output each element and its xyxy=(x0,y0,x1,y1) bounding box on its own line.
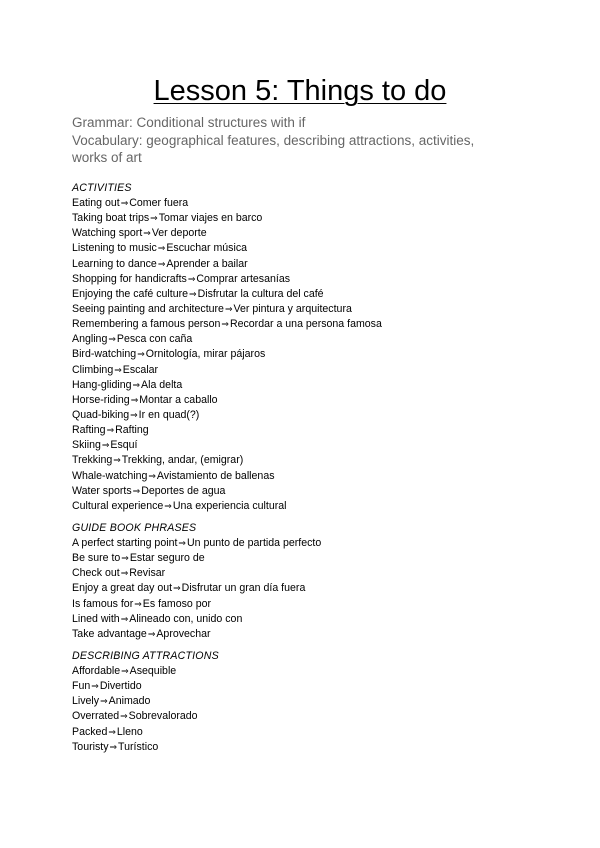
english-term: Check out xyxy=(72,567,120,580)
vocab-section xyxy=(72,181,552,514)
arrow-icon: ⇒ xyxy=(147,629,156,640)
section-heading: ACTIVITIES xyxy=(72,182,132,194)
arrow-icon: ⇒ xyxy=(178,538,186,549)
vocab-item xyxy=(72,211,552,226)
vocab-item xyxy=(72,597,552,612)
english-term: Overrated xyxy=(72,710,120,723)
english-term: Watching sport xyxy=(72,227,143,240)
english-term: Enjoying the café culture xyxy=(72,287,189,300)
arrow-icon: ⇒ xyxy=(137,350,145,361)
vocab-item xyxy=(72,241,552,256)
english-term: Rafting xyxy=(72,424,106,437)
lesson-intro xyxy=(72,114,512,167)
english-term: Seeing painting and architecture xyxy=(72,302,224,315)
arrow-icon: ⇒ xyxy=(120,569,129,580)
vocab-item xyxy=(72,272,552,287)
spanish-translation: Aprovechar xyxy=(156,627,211,640)
arrow-icon: ⇒ xyxy=(130,410,138,421)
vocabulary-line-1: Vocabulary: geographical features, describing attractions, activities, xyxy=(72,132,475,148)
vocab-item xyxy=(72,627,552,642)
arrow-icon: ⇒ xyxy=(221,320,229,331)
english-term: Enjoy a great day out xyxy=(72,582,173,595)
arrow-icon: ⇒ xyxy=(130,395,139,406)
vocab-item xyxy=(72,469,552,484)
vocab-item xyxy=(72,740,552,755)
spanish-translation: Trekking, andar, (emigrar) xyxy=(121,454,244,467)
vocab-item xyxy=(72,694,552,709)
arrow-icon: ⇒ xyxy=(108,727,116,738)
vocabulary-line-2: works of art xyxy=(72,150,142,165)
spanish-translation: Avistamiento de ballenas xyxy=(156,469,275,482)
english-term: Bird-watching xyxy=(72,348,137,361)
english-term: Cultural experience xyxy=(72,499,164,512)
spanish-translation: Un punto de partida perfecto xyxy=(186,536,322,549)
arrow-icon: ⇒ xyxy=(148,471,156,482)
arrow-icon: ⇒ xyxy=(108,335,116,346)
spanish-translation: Pesca con caña xyxy=(116,333,193,346)
english-term: Climbing xyxy=(72,363,114,376)
vocab-item xyxy=(72,423,552,438)
english-term: A perfect starting point xyxy=(72,536,178,549)
vocab-item xyxy=(72,566,552,581)
english-term: Trekking xyxy=(72,454,113,467)
vocabulary-content xyxy=(72,181,552,755)
vocab-item xyxy=(72,551,552,566)
spanish-translation: Escalar xyxy=(122,363,159,376)
english-term: Horse-riding xyxy=(72,393,130,406)
vocab-item xyxy=(72,363,552,378)
english-term: Hang-gliding xyxy=(72,378,132,391)
arrow-icon: ⇒ xyxy=(121,666,129,677)
spanish-translation: Turístico xyxy=(118,740,159,753)
vocab-item xyxy=(72,484,552,499)
arrow-icon: ⇒ xyxy=(106,426,115,437)
arrow-icon: ⇒ xyxy=(109,742,118,753)
vocab-item xyxy=(72,438,552,453)
english-term: Fun xyxy=(72,680,91,693)
vocab-item xyxy=(72,453,552,468)
spanish-translation: Ornitología, mirar pájaros xyxy=(145,348,266,361)
spanish-translation: Estar seguro de xyxy=(129,552,205,565)
spanish-translation: Revisar xyxy=(129,567,166,580)
vocab-item xyxy=(72,536,552,551)
arrow-icon: ⇒ xyxy=(224,304,233,315)
spanish-translation: Comprar artesanías xyxy=(196,272,291,285)
vocab-item xyxy=(72,725,552,740)
arrow-icon: ⇒ xyxy=(120,712,128,723)
page-title: Lesson 5: Things to do xyxy=(153,75,447,107)
vocab-item xyxy=(72,196,552,211)
english-term: Remembering a famous person xyxy=(72,318,221,331)
english-term: Be sure to xyxy=(72,552,121,565)
english-term: Listening to music xyxy=(72,242,157,255)
english-term: Whale-watching xyxy=(72,469,148,482)
arrow-icon: ⇒ xyxy=(121,554,129,565)
spanish-translation: Deportes de agua xyxy=(141,484,226,497)
spanish-translation: Una experiencia cultural xyxy=(172,499,287,512)
arrow-icon: ⇒ xyxy=(101,441,110,452)
arrow-icon: ⇒ xyxy=(150,214,158,225)
spanish-translation: Es famoso por xyxy=(142,597,212,610)
arrow-icon: ⇒ xyxy=(189,289,197,300)
arrow-icon: ⇒ xyxy=(164,501,172,512)
english-term: Take advantage xyxy=(72,627,147,640)
grammar-line: Grammar: Conditional structures with if xyxy=(72,115,306,130)
english-term: Affordable xyxy=(72,664,121,677)
vocab-item xyxy=(72,332,552,347)
arrow-icon: ⇒ xyxy=(132,486,141,497)
spanish-translation: Disfrutar un gran día fuera xyxy=(181,582,306,595)
arrow-icon: ⇒ xyxy=(143,229,151,240)
english-term: Lined with xyxy=(72,612,120,625)
spanish-translation: Comer fuera xyxy=(129,197,189,209)
spanish-translation: Alineado con, unido con xyxy=(129,612,243,625)
vocab-item xyxy=(72,612,552,627)
arrow-icon: ⇒ xyxy=(91,682,99,693)
vocab-item xyxy=(72,408,552,423)
english-term: Learning to dance xyxy=(72,257,157,270)
vocab-item xyxy=(72,226,552,241)
english-term: Skiing xyxy=(72,439,101,452)
spanish-translation: Rafting xyxy=(115,424,149,437)
spanish-translation: Asequible xyxy=(129,664,177,677)
section-heading: GUIDE BOOK PHRASES xyxy=(72,521,197,534)
arrow-icon: ⇒ xyxy=(157,259,166,270)
spanish-translation: Tomar viajes en barco xyxy=(158,212,263,225)
spanish-translation: Esquí xyxy=(110,439,138,452)
vocab-section xyxy=(72,649,552,755)
spanish-translation: Ver pintura y arquitectura xyxy=(233,302,352,315)
spanish-translation: Lleno xyxy=(116,725,143,738)
vocab-item xyxy=(72,347,552,362)
vocab-item xyxy=(72,499,552,514)
arrow-icon: ⇒ xyxy=(120,614,129,625)
english-term: Taking boat trips xyxy=(72,212,150,225)
vocab-item xyxy=(72,257,552,272)
english-term: Quad-biking xyxy=(72,408,130,421)
english-term: Lively xyxy=(72,695,100,708)
spanish-translation: Sobrevalorado xyxy=(128,710,198,723)
section-heading: DESCRIBING ATTRACTIONS xyxy=(72,649,219,662)
english-term: Touristy xyxy=(72,740,109,753)
arrow-icon: ⇒ xyxy=(113,456,121,467)
english-term: Water sports xyxy=(72,484,132,497)
english-term: Is famous for xyxy=(72,597,134,610)
arrow-icon: ⇒ xyxy=(187,274,196,285)
vocab-item xyxy=(72,664,552,679)
english-term: Packed xyxy=(72,725,108,738)
arrow-icon: ⇒ xyxy=(173,584,181,595)
arrow-icon: ⇒ xyxy=(134,599,142,610)
spanish-translation: Aprender a bailar xyxy=(166,257,248,270)
spanish-translation: Disfrutar la cultura del café xyxy=(197,287,324,300)
vocab-item xyxy=(72,581,552,596)
spanish-translation: Ala delta xyxy=(141,378,183,391)
arrow-icon: ⇒ xyxy=(114,365,122,376)
vocab-item xyxy=(72,709,552,724)
arrow-icon: ⇒ xyxy=(100,697,108,708)
vocab-section xyxy=(72,521,552,642)
arrow-icon: ⇒ xyxy=(132,380,141,391)
vocab-item xyxy=(72,302,552,317)
arrow-icon: ⇒ xyxy=(157,244,166,255)
vocab-item xyxy=(72,287,552,302)
spanish-translation: Animado xyxy=(108,695,151,708)
spanish-translation: Ir en quad(?) xyxy=(138,408,200,421)
vocab-item xyxy=(72,679,552,694)
vocab-item xyxy=(72,378,552,393)
vocab-item xyxy=(72,317,552,332)
arrow-icon: ⇒ xyxy=(120,199,129,209)
spanish-translation: Ver deporte xyxy=(151,227,207,240)
spanish-translation: Divertido xyxy=(99,680,142,693)
spanish-translation: Recordar a una persona famosa xyxy=(229,318,382,331)
spanish-translation: Escuchar música xyxy=(166,242,248,255)
spanish-translation: Montar a caballo xyxy=(139,393,218,406)
english-term: Angling xyxy=(72,333,108,346)
english-term: Shopping for handicrafts xyxy=(72,272,187,285)
vocab-item xyxy=(72,393,552,408)
english-term: Eating out xyxy=(72,197,120,209)
